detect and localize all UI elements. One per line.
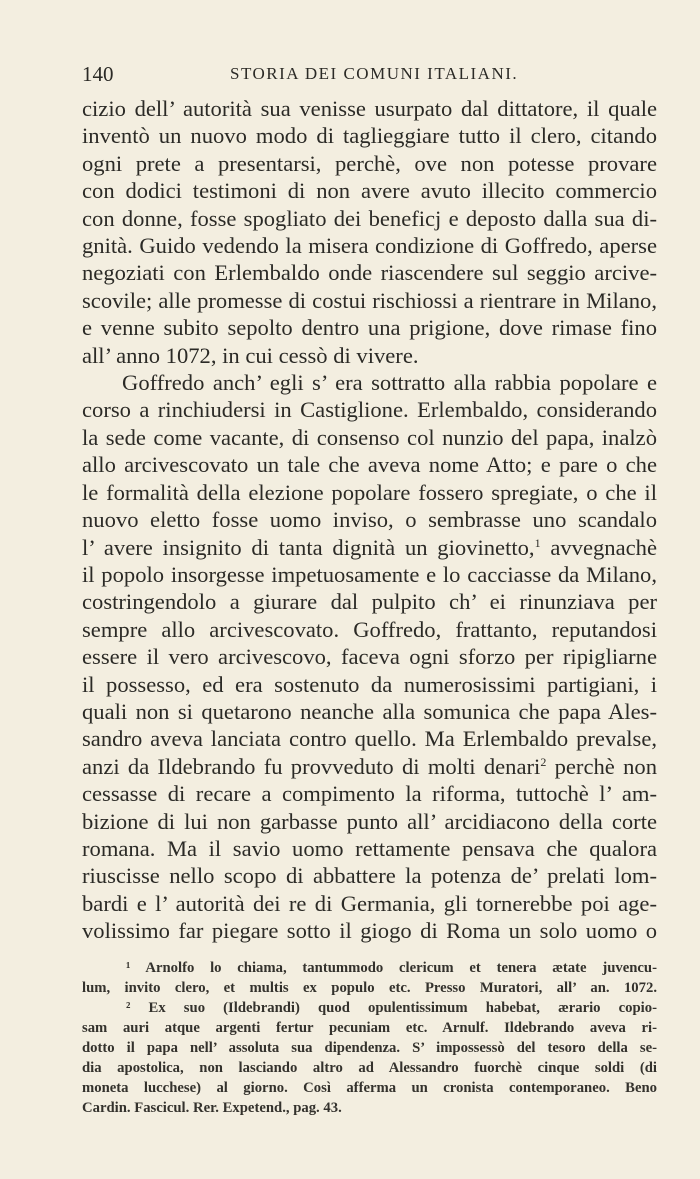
footnote-line: dotto il papa nell’ assoluta sua dipendenza. S’ impossessò del tesoro della se- [82,1040,657,1056]
footnote-line: ² Ex suo (Ildebrandi) quod opulentissimum habebat, ærario copio- [126,1000,657,1016]
text-segment: anzi da Ildebrando fu provveduto di molti denari [82,753,541,779]
text-line: bardi e l’ autorità dei re di Germania, gli tornerebbe poi age- [82,890,657,916]
text-line: le formalità della elezione popolare fossero spregiate, o che il [82,479,657,505]
text-line: volissimo far piegare sotto il giogo di Roma un solo uomo o [82,918,657,944]
footnotes [82,958,657,1118]
text-line: cessasse di recare a compimento la riforma, tuttochè l’ am- [82,781,657,807]
text-line: quali non si quetarono neanche alla somunica che papa Ales- [82,698,657,724]
page-number: 140 [82,62,114,86]
footnote-line: ¹ Arnolfo lo chiama, tantummodo clericum et tenera ætate juvencu- [126,960,657,976]
text-line: costringendolo a giurare dal pulpito ch’ ei rinunziava per [82,589,657,615]
text-segment: perchè non [554,753,657,779]
text-line: allo arcivescovato un tale che aveva nome Atto; e pare o che [82,452,657,478]
text-line: romana. Ma il savio uomo rettamente pensava che qualora [82,835,657,861]
footnote-line: lum, invito clero, et multis ex populo etc. Presso Muratori, all’ an. 1072. [82,980,657,996]
text-segment: l’ avere insignito di tanta dignità un giovinetto, [82,534,535,560]
text-line: all’ anno 1072, in cui cessò di vivere. [82,342,419,368]
running-title: STORIA DEI COMUNI ITALIANI. [230,64,519,83]
text-line: nuovo eletto fosse uomo inviso, o sembrasse uno scandalo [82,507,657,533]
text-line: negoziati con Erlembaldo onde riascendere sul seggio arcive- [82,260,657,286]
text-line: la sede come vacante, di consenso col nunzio del papa, inalzò [82,424,657,450]
footnote-line: moneta lucchese) al giorno. Così afferma un cronista contemporaneo. Beno [82,1080,657,1096]
page-header [82,62,657,90]
text-line: inventò un nuovo modo di taglieggiare tutto il clero, citando [82,123,657,149]
text-line-with-footnote-ref [82,753,657,780]
footnote-ref: 1 [534,535,541,550]
text-line: cizio dell’ autorità sua venisse usurpato dal dittatore, il quale [82,96,657,121]
text-line: Goffredo anch’ egli s’ era sottratto alla rabbia popolare e [122,370,657,396]
text-line: gnità. Guido vedendo la misera condizione di Goffredo, aperse [82,233,657,259]
text-line: con dodici testimoni di non avere avuto illecito commercio [82,178,657,204]
text-line: sandro aveva lanciata contro quello. Ma Erlembaldo prevalse, [82,726,657,752]
text-line-with-footnote-ref [82,534,657,561]
footnote-ref: 2 [540,754,547,769]
text-line: bizione di lui non garbasse punto all’ arcidiacono della corte [82,808,657,834]
text-line: il popolo insorgesse impetuosamente e lo cacciasse da Milano, [82,561,657,587]
text-line: ogni prete a presentarsi, perchè, ove non potesse provare [82,150,657,176]
text-line: scovile; alle promesse di costui rischiossi a rientrare in Milano, [82,287,657,313]
text-line: corso a rinchiudersi in Castiglione. Erlembaldo, considerando [82,397,657,423]
main-text [82,95,657,945]
text-line: il possesso, ed era sostenuto da numerosissimi partigiani, i [82,671,657,697]
footnote-line: Cardin. Fascicul. Rer. Expetend., pag. 43. [82,1100,342,1116]
text-line: e venne subito sepolto dentro una prigione, dove rimase fino [82,315,657,341]
text-segment: avvegnachè [550,534,657,560]
text-line: con donne, fosse spogliato dei beneficj e deposto dalla sua di- [82,205,657,231]
text-line: sempre allo arcivescovato. Goffredo, frattanto, reputandosi [82,616,657,642]
footnote-line: sam auri atque argenti fertur pecuniam etc. Arnulf. Ildebrando aveva ri- [82,1020,657,1036]
footnote-line: dia apostolica, non lasciando altro ad Alessandro fuorchè cinque soldi (di [82,1060,657,1076]
text-line: essere il vero arcivescovo, faceva ogni sforzo per ripigliarne [82,644,657,670]
text-line: riuscisse nello scopo di abbattere la potenza de’ prelati lom- [82,863,657,889]
